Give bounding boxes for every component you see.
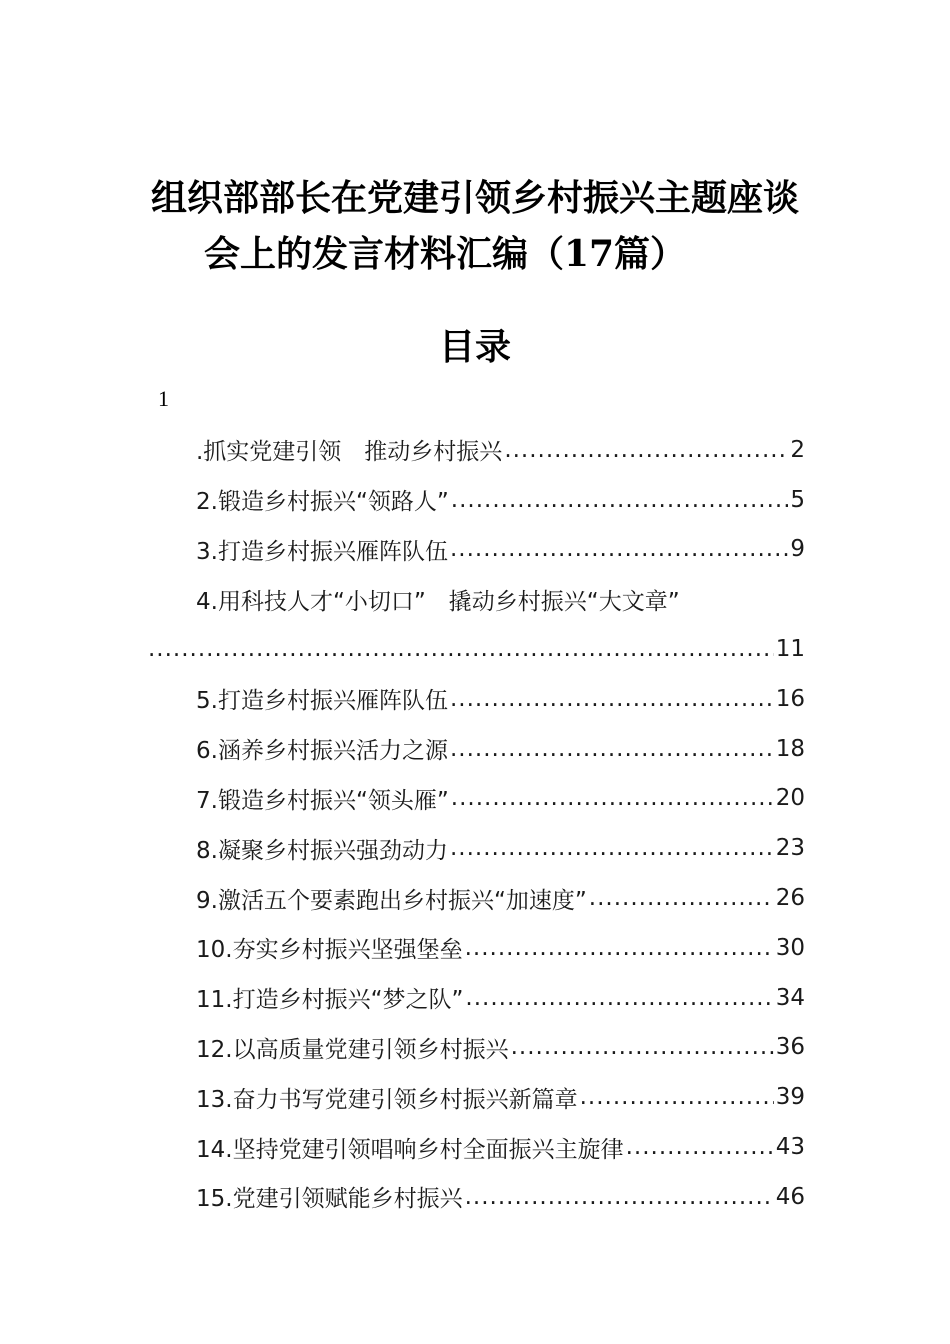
toc-entry-page: 16 — [775, 685, 805, 712]
toc-entry[interactable] — [196, 724, 805, 774]
toc-entry-page: 30 — [775, 934, 805, 961]
toc-leader-dots — [450, 833, 774, 863]
page-number: 1 — [158, 386, 169, 411]
toc-entry-title: 4.用科技人才“小切口” 撬动乡村振兴“大文章” — [196, 588, 680, 615]
toc-entry-title: 9.激活五个要素跑出乡村振兴“加速度” — [196, 887, 587, 914]
toc-entry[interactable] — [196, 823, 805, 873]
toc-entry-page: 20 — [775, 785, 805, 812]
toc-entry-title: 14.坚持党建引领唱响乡村全面振兴主旋律 — [196, 1136, 624, 1163]
toc-entry[interactable] — [196, 973, 805, 1023]
toc-entry-title: 10.夯实乡村振兴坚强堡垒 — [196, 937, 463, 964]
toc-entry-page: 9 — [790, 536, 805, 563]
toc-entry-page: 11 — [775, 636, 805, 663]
toc-entry-title: 5.打造乡村振兴雁阵队伍 — [196, 688, 448, 715]
toc-entry-title: 8.凝聚乡村振兴强劲动力 — [196, 837, 448, 864]
toc-leader-dots — [465, 983, 773, 1013]
document-title-line2: 会上的发言材料汇编（17篇） — [203, 233, 687, 275]
toc-entry-title: 2.锻造乡村振兴“领路人” — [196, 489, 449, 516]
toc-entry-title: 15.党建引领赋能乡村振兴 — [196, 1186, 463, 1213]
toc-entry[interactable] — [0, 574, 805, 674]
toc-entry[interactable] — [196, 1122, 805, 1172]
toc-leader-dots — [511, 1032, 774, 1062]
toc-entry[interactable] — [196, 873, 805, 923]
toc-heading: 目录 — [438, 326, 511, 368]
toc-entry[interactable] — [196, 525, 805, 575]
toc-entry[interactable] — [196, 1072, 805, 1122]
toc-entry-page: 36 — [775, 1034, 805, 1061]
table-of-contents — [0, 425, 950, 1222]
toc-entry-title: 12.以高质量党建引领乡村振兴 — [196, 1036, 509, 1063]
toc-entry-page: 2 — [790, 436, 805, 463]
toc-entry-title: 6.涵养乡村振兴活力之源 — [196, 738, 448, 765]
toc-entry-page: 18 — [775, 735, 805, 762]
toc-leader-dots — [580, 1082, 774, 1112]
toc-entry-page: 34 — [775, 984, 805, 1011]
toc-entry-page: 26 — [775, 885, 805, 912]
toc-leader-dots — [451, 485, 789, 515]
toc-entry-page: 23 — [775, 835, 805, 862]
toc-entry[interactable] — [196, 923, 805, 973]
toc-entry[interactable] — [196, 1172, 805, 1222]
toc-leader-dots — [450, 684, 774, 714]
toc-leader-dots — [465, 1182, 774, 1212]
toc-leader-dots — [504, 435, 788, 465]
toc-leader-dots — [450, 734, 774, 764]
toc-entry-title: 11.打造乡村振兴“梦之队” — [196, 987, 464, 1014]
toc-entry-page: 43 — [775, 1134, 805, 1161]
document-title — [0, 170, 950, 282]
toc-entry[interactable] — [196, 425, 805, 475]
document-title-line1: 组织部部长在党建引领乡村振兴主题座谈 — [150, 177, 799, 219]
toc-entry-title: 3.打造乡村振兴雁阵队伍 — [196, 538, 448, 565]
toc-leader-dots — [450, 534, 788, 564]
toc-leader-dots — [148, 634, 774, 664]
toc-leader-dots — [451, 783, 774, 813]
toc-leader-dots — [589, 883, 774, 913]
toc-entry-title: 13.奋力书写党建引领乡村振兴新篇章 — [196, 1086, 578, 1113]
toc-entry-page: 46 — [775, 1183, 805, 1210]
toc-entry[interactable] — [196, 475, 805, 525]
toc-entry-title: 7.锻造乡村振兴“领头雁” — [196, 787, 449, 814]
toc-entry-page: 5 — [790, 486, 805, 513]
toc-entry[interactable] — [196, 774, 805, 824]
toc-leader-dots — [465, 933, 774, 963]
toc-entry[interactable] — [196, 674, 805, 724]
toc-entry-continuation — [146, 624, 805, 674]
toc-leader-dots — [626, 1132, 774, 1162]
toc-entry-page: 39 — [775, 1084, 805, 1111]
toc-entry-title: .抓实党建引领 推动乡村振兴 — [196, 439, 503, 466]
toc-entry[interactable] — [196, 1023, 805, 1073]
